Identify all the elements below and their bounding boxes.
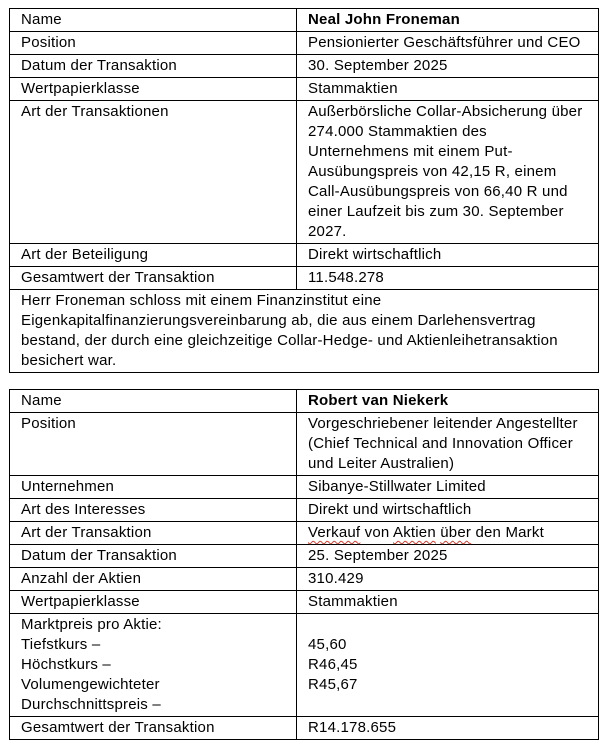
misspelled-word: Verkauf — [308, 524, 361, 541]
row-label-cell: Position — [10, 413, 297, 476]
word: den Markt — [471, 524, 544, 541]
note-cell: Herr Froneman schloss mit einem Finanzinstitut eine Eigenkapitalfinanzierungsvereinbarung ab, die aus einem Darlehensvertrag bestand, der durch eine gleichzeitige Collar-Hedge- und Aktienleihetransaktion besichert war. — [10, 290, 599, 373]
table-row — [10, 614, 599, 717]
row-value-cell: R14.178.655 — [297, 717, 599, 740]
misspelled-word: über — [440, 524, 472, 541]
table-row — [10, 476, 599, 499]
table-row — [10, 9, 599, 32]
row-value-cell: Direkt und wirtschaftlich — [297, 499, 599, 522]
table-body — [10, 9, 599, 373]
table-row — [10, 413, 599, 476]
misspelled-word: Aktien — [392, 524, 436, 541]
row-label-cell: Art der Transaktion — [10, 522, 297, 545]
row-value-cell: Robert van Niekerk — [297, 390, 599, 413]
row-value-cell: Sibanye-Stillwater Limited — [297, 476, 599, 499]
row-label-cell: Marktpreis pro Aktie: Tiefstkurs – Höchstkurs – Volumengewichteter Durchschnittspreis – — [10, 614, 297, 717]
row-value-cell: 30. September 2025 — [297, 55, 599, 78]
row-label-cell: Gesamtwert der Transaktion — [10, 717, 297, 740]
row-label-cell: Art des Interesses — [10, 499, 297, 522]
table-body — [10, 390, 599, 740]
row-label-cell: Art der Transaktionen — [10, 101, 297, 244]
table-row — [10, 290, 599, 373]
table-row — [10, 78, 599, 101]
transaction-table-froneman — [9, 8, 599, 373]
table-row — [10, 717, 599, 740]
table-row — [10, 32, 599, 55]
row-label-cell: Gesamtwert der Transaktion — [10, 267, 297, 290]
row-label-cell: Anzahl der Aktien — [10, 568, 297, 591]
table-row — [10, 499, 599, 522]
row-label-cell: Datum der Transaktion — [10, 545, 297, 568]
table-row — [10, 522, 599, 545]
row-value-cell: 25. September 2025 — [297, 545, 599, 568]
table-row — [10, 545, 599, 568]
row-label-cell: Position — [10, 32, 297, 55]
word: von — [360, 524, 393, 541]
row-value-cell: Stammaktien — [297, 78, 599, 101]
row-value-cell: Direkt wirtschaftlich — [297, 244, 599, 267]
row-value-cell: Vorgeschriebener leitender Angestellter (Chief Technical and Innovation Officer und Leiter Australien) — [297, 413, 599, 476]
table-row — [10, 568, 599, 591]
table-row — [10, 267, 599, 290]
row-label-cell: Wertpapierklasse — [10, 591, 297, 614]
row-label-cell: Art der Beteiligung — [10, 244, 297, 267]
row-value-cell: Neal John Froneman — [297, 9, 599, 32]
transaction-table-van-niekerk — [9, 389, 599, 740]
row-label-cell: Name — [10, 390, 297, 413]
table-row — [10, 390, 599, 413]
row-label-cell: Name — [10, 9, 297, 32]
table-row — [10, 101, 599, 244]
row-value-cell: 310.429 — [297, 568, 599, 591]
row-label-cell: Wertpapierklasse — [10, 78, 297, 101]
row-value-cell: 45,60 R46,45 R45,67 — [297, 614, 599, 717]
row-value-cell — [297, 522, 599, 545]
table-row — [10, 55, 599, 78]
table-row — [10, 591, 599, 614]
row-label-cell: Unternehmen — [10, 476, 297, 499]
table-row — [10, 244, 599, 267]
row-value-cell: 11.548.278 — [297, 267, 599, 290]
row-value-cell: Außerbörsliche Collar-Absicherung über 274.000 Stammaktien des Unternehmens mit einem Put-Ausübungspreis von 42,15 R, einem Call-Ausübungspreis von 66,40 R und einer Laufzeit bis zum 30. September 2027. — [297, 101, 599, 244]
row-value-cell: Stammaktien — [297, 591, 599, 614]
row-value-cell: Pensionierter Geschäftsführer und CEO — [297, 32, 599, 55]
row-label-cell: Datum der Transaktion — [10, 55, 297, 78]
